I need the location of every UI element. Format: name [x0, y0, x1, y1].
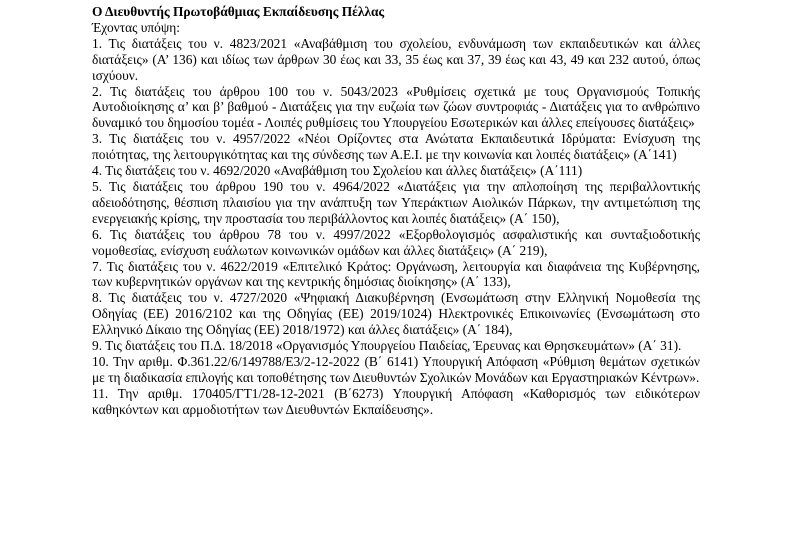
list-item: 1. Τις διατάξεις του ν. 4823/2021 «Αναβάθμιση του σχολείου, ενδυνάμωση των εκπαιδευτικών και άλλες διατάξεις» (Α’ 136) και ιδίως των άρθρων 30 έως και 33, 35 έως και 37, 39 έως και 43, 49 και 232 αυτού, όπως ισχύουν. — [92, 35, 700, 83]
list-item: 7. Τις διατάξεις του ν. 4622/2019 «Επιτελικό Κράτος: Οργάνωση, λειτουργία και διαφάνεια της Κυβέρνησης, των κυβερνητικών οργάνων και της κεντρικής δημόσιας διοίκησης» (Α΄ 133), — [92, 258, 700, 290]
list-item: 3. Τις διατάξεις του ν. 4957/2022 «Νέοι Ορίζοντες στα Ανώτατα Εκπαιδευτικά Ιδρύματα: Ενίσχυση της ποιότητας, της λειτουργικότητας και της σύνδεσης των Α.Ε.Ι. με την κοινωνία και λοιπές διατάξεις» (Α΄141) — [92, 131, 700, 163]
list-item: 9. Τις διατάξεις του Π.Δ. 18/2018 «Οργανισμός Υπουργείου Παιδείας, Έρευνας και Θρησκευμάτων» (Α΄ 31). — [92, 338, 682, 354]
document-body — [92, 4, 700, 418]
intro-line: Έχοντας υπόψη: — [92, 19, 180, 35]
list-item: 6. Τις διατάξεις του άρθρου 78 του ν. 4997/2022 «Εξορθολογισμός ασφαλιστικής και συνταξιοδοτικής νομοθεσίας, ενίσχυση ευάλωτων κοινωνικών ομάδων και άλλες διατάξεις» (Α΄ 219), — [92, 226, 700, 258]
list-item: 4. Τις διατάξεις του ν. 4692/2020 «Αναβάθμιση του Σχολείου και άλλες διατάξεις» (Α΄111) — [92, 163, 583, 179]
list-item: 10. Την αριθμ. Φ.361.22/6/149788/Ε3/2-12-2022 (Β΄ 6141) Υπουργική Απόφαση «Ρύθμιση θεμάτων σχετικών με τη διαδικασία επιλογής και τοποθέτησης των Διευθυντών Σχολικών Μονάδων και Εργαστηριακών Κέντρων». — [92, 353, 700, 385]
list-item: 5. Τις διατάξεις του άρθρου 190 του ν. 4964/2022 «Διατάξεις για την απλοποίηση της περιβαλλοντικής αδειοδότησης, θέσπιση πλαισίου για την ανάπτυξη των Υπεράκτιων Αιολικών Πάρκων, την αντιμετώπιση της ενεργειακής κρίσης, την προστασία του περιβάλλοντος και λοιπές διατάξεις» (Α΄ 150), — [92, 178, 700, 226]
list-item: 11. Την αριθμ. 170405/ΓΤ1/28-12-2021 (Β΄6273) Υπουργική Απόφαση «Καθορισμός των ειδικότερων καθηκόντων και αρμοδιοτήτων των Διευθυντών Εκπαίδευσης». — [92, 385, 700, 417]
list-item: 8. Τις διατάξεις του ν. 4727/2020 «Ψηφιακή Διακυβέρνηση (Ενσωμάτωση στην Ελληνική Νομοθεσία της Οδηγίας (ΕΕ) 2016/2102 και της Οδηγίας (ΕΕ) 2019/1024) Ηλεκτρονικές Επικοινωνίες (Ενσωμάτωση στο Ελληνικό Δίκαιο της Οδηγίας (ΕΕ) 2018/1972) και άλλες διατάξεις» (Α΄ 184), — [92, 290, 700, 338]
document-title: Ο Διευθυντής Πρωτοβάθμιας Εκπαίδευσης Πέλλας — [92, 4, 385, 19]
list-item: 2. Τις διατάξεις του άρθρου 100 του ν. 5043/2023 «Ρυθμίσεις σχετικά με τους Οργανισμούς Τοπικής Αυτοδιοίκησης α’ και β’ βαθμού - Διατάξεις για την ευζωία των ζώων συντροφιάς - Διατάξεις για το ανθρώπινο δυναμικό του δημοσίου τομέα - Λοιπές ρυθμίσεις του Υπουργείου Εσωτερικών και άλλες επείγουσες διατάξεις» — [92, 83, 700, 131]
